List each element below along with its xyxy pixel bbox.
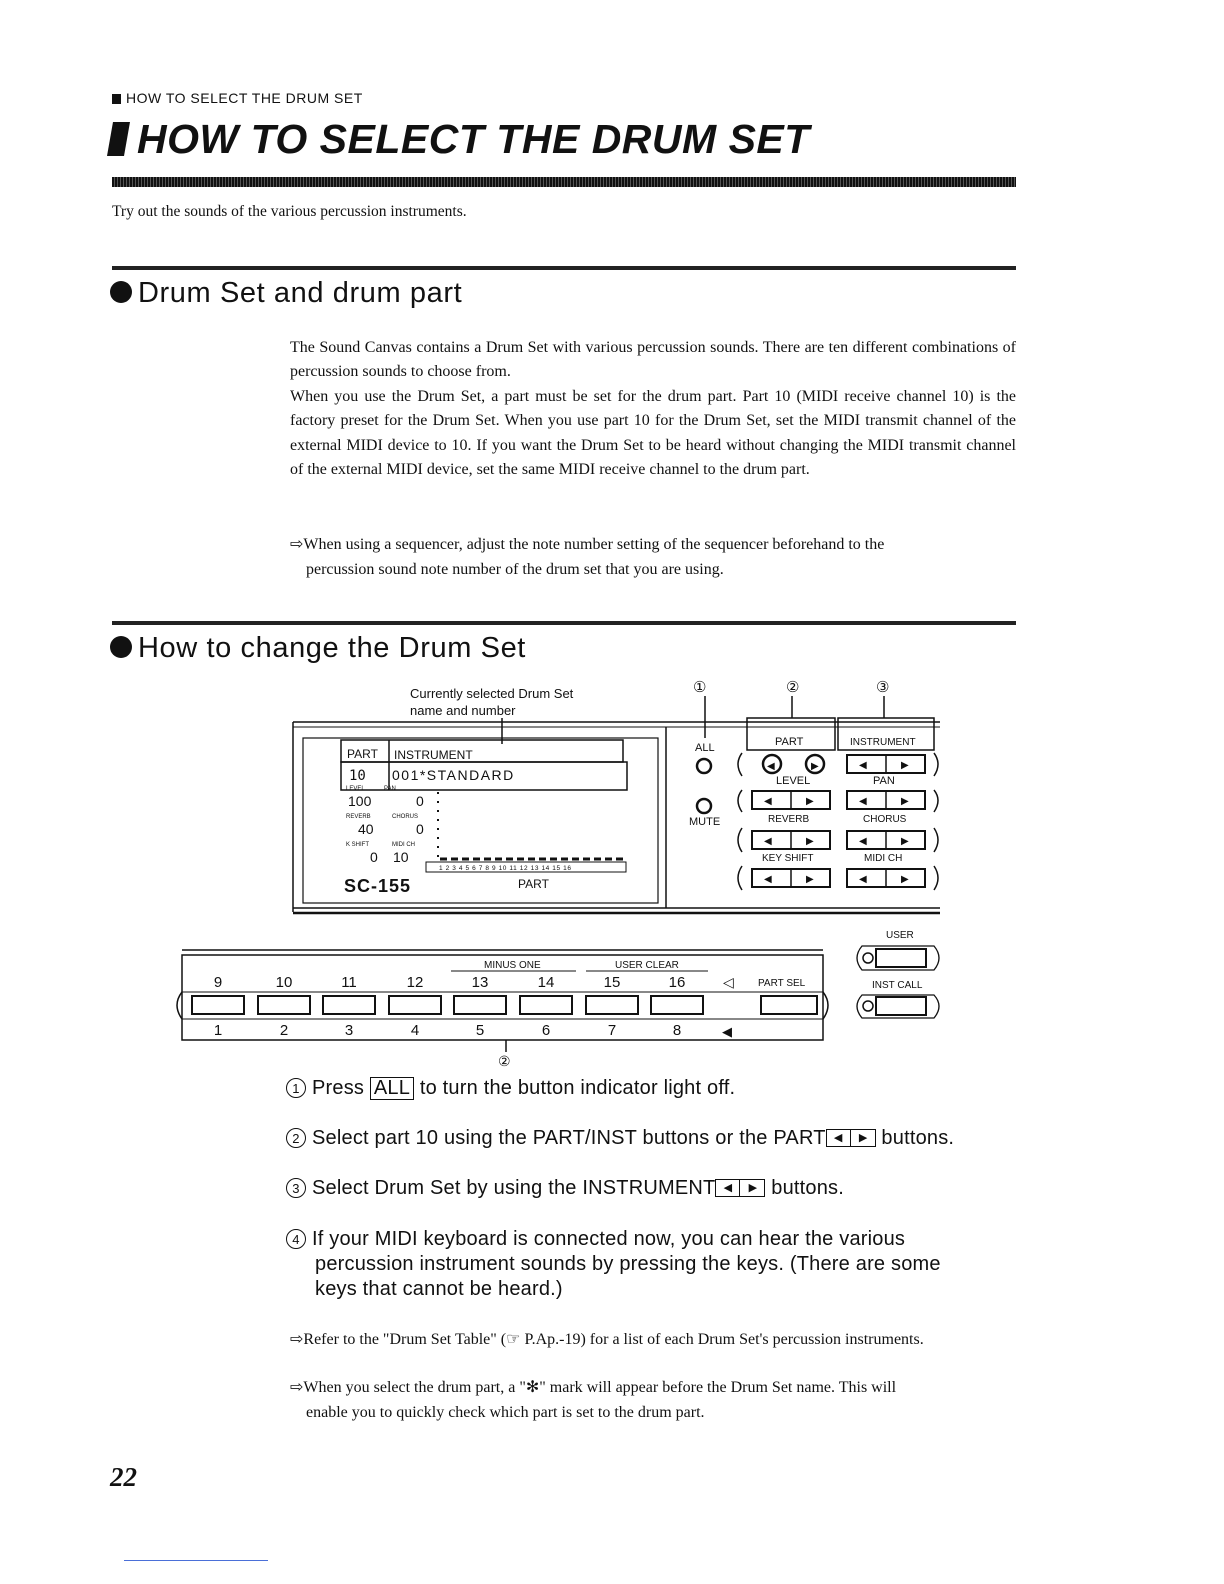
mute-button[interactable] bbox=[697, 799, 711, 813]
user-clear-label: USER CLEAR bbox=[615, 960, 679, 971]
note-line: ⇨When using a sequencer, adjust the note number setting of the sequencer beforehand to the bbox=[290, 536, 885, 553]
page-number: 22 bbox=[110, 1462, 137, 1492]
lcd-midich-label: MIDI CH bbox=[392, 842, 415, 848]
part-number-lower: 3 bbox=[344, 1022, 354, 1039]
lcd-chorus-value: 0 bbox=[416, 821, 424, 837]
marker-1: ① bbox=[693, 679, 707, 696]
running-title: HOW TO SELECT THE DRUM SET bbox=[126, 90, 363, 106]
footer-line bbox=[124, 1560, 268, 1561]
section-divider bbox=[112, 266, 1016, 270]
right-arrow-icon: ▶ bbox=[748, 1182, 758, 1194]
part-buttons bbox=[192, 996, 703, 1014]
page-title bbox=[110, 116, 810, 163]
part-button[interactable] bbox=[454, 996, 506, 1014]
part-sel-label: PART SEL bbox=[758, 978, 806, 989]
step-text: buttons. bbox=[881, 1127, 955, 1149]
level-label: LEVEL bbox=[776, 775, 811, 787]
page-title-text: HOW TO SELECT THE DRUM SET bbox=[137, 116, 810, 162]
lcd-kshift-value: 0 bbox=[370, 849, 378, 865]
part-button[interactable] bbox=[192, 996, 244, 1014]
minus-one-label: MINUS ONE bbox=[484, 960, 541, 971]
all-label: ALL bbox=[695, 742, 715, 754]
section-heading-text: Drum Set and drum part bbox=[138, 277, 463, 309]
running-header bbox=[112, 90, 363, 106]
left-arrow-icon: ◀ bbox=[859, 874, 867, 885]
step-4 bbox=[286, 1227, 1014, 1302]
drum-mark-note bbox=[290, 1376, 1016, 1425]
part-button[interactable] bbox=[586, 996, 638, 1014]
marker-3: ③ bbox=[876, 679, 890, 696]
step-text: Select Drum Set by using the INSTRUMENT bbox=[312, 1177, 716, 1199]
note-line: ⇨When you select the drum part, a "✻" mark will appear before the Drum Set name. This will bbox=[290, 1379, 897, 1396]
step-text: keys that cannot be heard.) bbox=[315, 1278, 563, 1300]
instrument-arrow-keys bbox=[715, 1179, 765, 1197]
sequencer-note bbox=[290, 533, 1016, 582]
intro-text: Try out the sounds of the various percussion instruments. bbox=[112, 203, 467, 220]
part-number-lower: 7 bbox=[607, 1022, 617, 1039]
right-arrow-icon: ▶ bbox=[806, 796, 814, 807]
step-text: buttons. bbox=[771, 1177, 845, 1199]
step-text: percussion instrument sounds by pressing the keys. (There are some bbox=[315, 1253, 941, 1275]
step-number: 2 bbox=[286, 1128, 306, 1148]
inst-call-button[interactable] bbox=[876, 997, 926, 1015]
right-arrow-icon: ▶ bbox=[858, 1132, 868, 1144]
right-arrow-icon: ▶ bbox=[901, 796, 909, 807]
note-line: enable you to quickly check which part is set to the drum part. bbox=[306, 1403, 705, 1421]
all-key: ALL bbox=[370, 1077, 414, 1100]
all-button[interactable] bbox=[697, 759, 711, 773]
part-button-label: PART bbox=[775, 736, 804, 748]
section-heading-text: How to change the Drum Set bbox=[138, 632, 526, 664]
left-arrow-icon: ◀ bbox=[767, 761, 775, 772]
step-text: to turn the button indicator light off. bbox=[419, 1077, 736, 1099]
step-number: 1 bbox=[286, 1078, 306, 1098]
step-text: If your MIDI keyboard is connected now, you can hear the various bbox=[312, 1228, 906, 1250]
lcd-chorus-label: CHORUS bbox=[392, 814, 419, 820]
model-name: SC-155 bbox=[344, 876, 412, 896]
part-number-upper: 11 bbox=[341, 974, 357, 991]
section-divider bbox=[112, 621, 1016, 625]
bullet-icon bbox=[110, 636, 132, 658]
left-triangle-icon: ◁ bbox=[723, 974, 734, 990]
step-number: 3 bbox=[286, 1178, 306, 1198]
left-arrow-icon: ◀ bbox=[764, 796, 772, 807]
note-line: percussion sound note number of the drum set that you are using. bbox=[306, 560, 724, 578]
part-button[interactable] bbox=[389, 996, 441, 1014]
right-arrow-icon: ▶ bbox=[901, 874, 909, 885]
right-arrow-icon: ▶ bbox=[901, 760, 909, 771]
left-arrow-icon: ◀ bbox=[764, 874, 772, 885]
step-3 bbox=[286, 1176, 1014, 1201]
part-number-lower: 4 bbox=[410, 1022, 420, 1039]
part-number-lower: 6 bbox=[541, 1022, 551, 1039]
lcd-pan-value: 0 bbox=[416, 793, 424, 809]
left-arrow-icon: ◀ bbox=[722, 1024, 732, 1039]
user-button[interactable] bbox=[876, 949, 926, 967]
part-number-lower: 8 bbox=[672, 1022, 682, 1039]
part-button[interactable] bbox=[651, 996, 703, 1014]
part-caption: PART bbox=[518, 877, 549, 891]
part-lower-numbers bbox=[214, 1022, 681, 1039]
right-arrow-icon: ▶ bbox=[901, 836, 909, 847]
left-arrow-icon: ◀ bbox=[764, 836, 772, 847]
right-arrow-icon: ▶ bbox=[811, 761, 819, 772]
bottom-marker-2: ② bbox=[498, 1053, 511, 1069]
lcd-reverb-label: REVERB bbox=[346, 814, 371, 820]
title-divider bbox=[112, 177, 1016, 187]
section-heading-change bbox=[110, 632, 526, 665]
part-button[interactable] bbox=[520, 996, 572, 1014]
part-number-upper: 10 bbox=[275, 974, 293, 991]
pan-label: PAN bbox=[873, 775, 895, 787]
midi-ch-label: MIDI CH bbox=[864, 853, 903, 864]
refer-note: ⇨Refer to the "Drum Set Table" (☞ P.Ap.-19) for a list of each Drum Set's percussion instruments. bbox=[290, 1331, 924, 1348]
callout-text: name and number bbox=[410, 703, 516, 718]
lcd-kshift-label: K SHIFT bbox=[346, 842, 370, 848]
key-shift-label: KEY SHIFT bbox=[762, 853, 814, 864]
step-number: 4 bbox=[286, 1229, 306, 1249]
user-label: USER bbox=[886, 930, 914, 941]
part-button[interactable] bbox=[258, 996, 310, 1014]
step-1 bbox=[286, 1076, 1014, 1101]
sc155-panel-diagram bbox=[0, 670, 1224, 1075]
callout-text: Currently selected Drum Set bbox=[410, 686, 574, 701]
chorus-label: CHORUS bbox=[863, 814, 907, 825]
part-number-lower: 2 bbox=[279, 1022, 289, 1039]
lcd-pan-label: PAN bbox=[384, 786, 396, 792]
left-arrow-icon: ◀ bbox=[859, 760, 867, 771]
part-upper-numbers bbox=[214, 974, 686, 991]
part-number-upper: 15 bbox=[603, 974, 621, 991]
lcd-midich-value: 10 bbox=[393, 849, 409, 865]
lcd-instrument-value: 001*STANDARD bbox=[392, 767, 515, 783]
paragraph: The Sound Canvas contains a Drum Set with various percussion sounds. There are ten different combinations of percussion sounds to choose from. bbox=[290, 339, 1016, 381]
lcd-level-value: 100 bbox=[348, 793, 372, 809]
lcd-part-value: 10 bbox=[349, 768, 366, 784]
left-arrow-icon: ◀ bbox=[716, 1180, 740, 1196]
lcd-reverb-value: 40 bbox=[358, 821, 374, 837]
step-text: Select part 10 using the PART/INST buttons or the PART bbox=[312, 1127, 826, 1149]
part-number-upper: 16 bbox=[668, 974, 686, 991]
right-arrow-icon: ▶ bbox=[806, 874, 814, 885]
lcd-instrument-label: INSTRUMENT bbox=[394, 748, 473, 762]
part-button[interactable] bbox=[323, 996, 375, 1014]
left-arrow-icon: ◀ bbox=[827, 1130, 851, 1146]
part-number-upper: 13 bbox=[471, 974, 489, 991]
lcd-part-label: PART bbox=[347, 747, 378, 761]
reverb-label: REVERB bbox=[768, 814, 810, 825]
step-text: Press bbox=[312, 1077, 365, 1099]
part-number-lower: 1 bbox=[213, 1022, 223, 1039]
section-heading-drum-set bbox=[110, 277, 462, 310]
lcd-channel-numbers: 1 2 3 4 5 6 7 8 9 10 11 12 13 14 15 16 bbox=[439, 865, 572, 872]
step-2 bbox=[286, 1126, 1014, 1151]
part-number-upper: 9 bbox=[213, 974, 223, 991]
mute-label: MUTE bbox=[689, 816, 721, 828]
paragraph: When you use the Drum Set, a part must be set for the drum part. Part 10 (MIDI receive channel 10) is the factory preset for the Drum Set. When you use part 10 for the Drum Set, set the MIDI transmit channel of the external MIDI device to 10. If you want the Drum Set to be heard without changing the MIDI transmit channel of the external MIDI device, set the same MIDI receive channel to the drum part. bbox=[290, 388, 1016, 479]
lcd-level-label: LEVEL bbox=[346, 786, 365, 792]
part-arrow-keys bbox=[826, 1129, 876, 1147]
part-number-upper: 12 bbox=[406, 974, 424, 991]
part-sel-button[interactable] bbox=[761, 996, 817, 1014]
right-arrow-icon: ▶ bbox=[806, 836, 814, 847]
bullet-icon bbox=[110, 281, 132, 303]
part-number-lower: 5 bbox=[475, 1022, 485, 1039]
title-block-icon bbox=[107, 122, 130, 156]
left-arrow-icon: ◀ bbox=[859, 796, 867, 807]
instrument-button-label: INSTRUMENT bbox=[850, 737, 916, 748]
part-number-upper: 14 bbox=[537, 974, 555, 991]
marker-2: ② bbox=[786, 679, 800, 696]
left-arrow-icon: ◀ bbox=[859, 836, 867, 847]
inst-call-label: INST CALL bbox=[872, 980, 923, 991]
